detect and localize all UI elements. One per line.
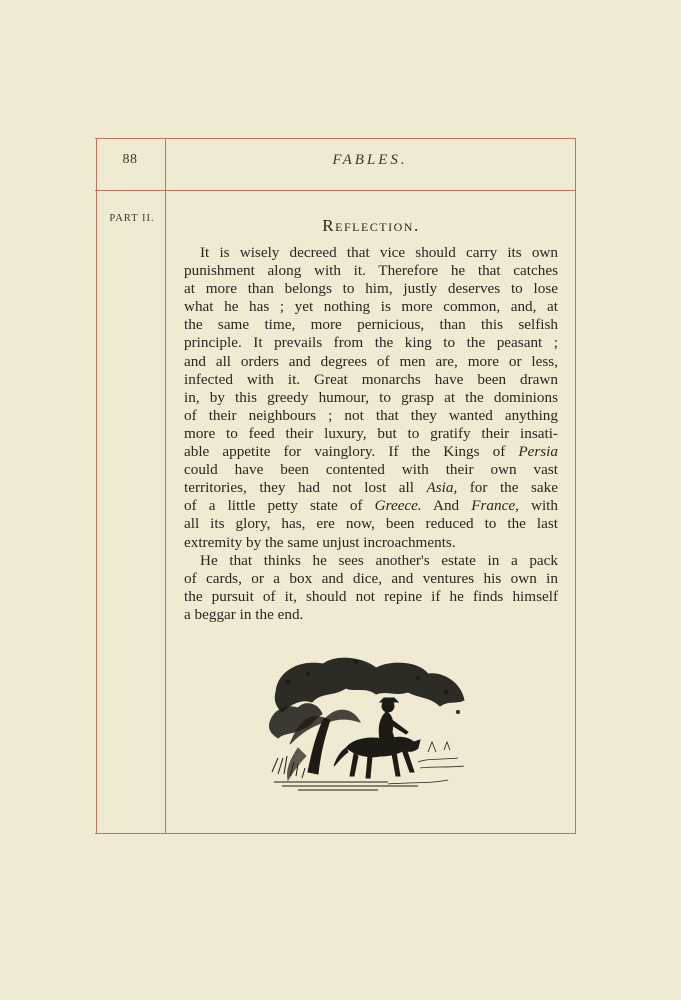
text-run: for the sake (457, 479, 558, 497)
text-run: with (518, 497, 558, 515)
frame-bottom-rule (95, 833, 575, 834)
italic-place-name: Asia, (426, 479, 458, 497)
frame-right-rule (575, 138, 576, 834)
italic-place-name: Persia (518, 443, 558, 461)
text-run: It is wisely decreed that vice should carry its own (200, 244, 558, 261)
woodcut-horseman-vignette-icon (268, 652, 468, 792)
page-number: 88 (122, 152, 138, 167)
running-title: FABLES. (332, 152, 408, 168)
text-run: He that thinks he sees another's estate in a pack (200, 552, 558, 569)
text-run: of a little petty state of (184, 497, 375, 515)
text-line (184, 606, 558, 624)
paragraph-moral (184, 552, 558, 624)
text-run: territories, they had not lost all (184, 479, 427, 497)
paragraph-reflection (184, 244, 558, 552)
text-line (184, 570, 558, 588)
text-line (184, 552, 558, 570)
text-run: infected with it. Great monarchs have been drawn (184, 370, 558, 388)
frame-top-rule (95, 138, 575, 139)
text-line (184, 515, 558, 533)
text-run: what he has ; yet nothing is more common, and, at (184, 298, 558, 316)
text-line (184, 262, 558, 280)
text-run: in, by this greedy humour, to grasp at the dominions (184, 388, 558, 406)
text-run: could have been contented with their own vast (184, 461, 558, 479)
text-run: of their neighbours ; not that they wanted anything (184, 406, 558, 424)
text-line (184, 534, 558, 552)
text-line (184, 371, 558, 389)
text-line (184, 280, 558, 298)
text-line (184, 425, 558, 443)
text-run: more to feed their luxury, but to gratify their insati- (184, 424, 558, 442)
text-line (184, 389, 558, 407)
text-run: the pursuit of it, should not repine if he finds himself (184, 588, 558, 606)
text-run: of cards, or a box and dice, and ventures his own in (184, 570, 558, 588)
text-run: a beggar in the end. (184, 606, 304, 624)
text-run: and all orders and degrees of men are, more or less, (184, 352, 558, 370)
text-line (184, 588, 558, 606)
text-run: punishment along with it. Therefore he that catches (184, 262, 558, 280)
text-line (184, 353, 558, 371)
text-line (184, 461, 558, 479)
text-run: And (421, 497, 472, 515)
text-line (184, 497, 558, 515)
italic-place-name: Greece. (374, 497, 422, 515)
text-run: principle. It prevails from the king to the peasant ; (184, 334, 558, 352)
text-line (184, 443, 558, 461)
text-run: the same time, more pernicious, than this selfish (184, 316, 558, 334)
text-line (184, 298, 558, 316)
section-heading: Reflection. (322, 216, 420, 235)
frame-left-rule (96, 138, 97, 834)
frame-margin-rule (165, 138, 166, 834)
text-line (184, 316, 558, 334)
text-run: at more than belongs to him, justly deserves to lose (184, 280, 558, 298)
part-label: PART II. (109, 213, 155, 224)
text-line (184, 479, 558, 497)
italic-place-name: France, (471, 497, 519, 515)
text-run: extremity by the same unjust incroachments. (184, 533, 456, 551)
text-line (184, 407, 558, 425)
text-run: able appetite for vainglory. If the Kings of (184, 443, 519, 461)
text-line (184, 334, 558, 352)
text-run: all its glory, has, ere now, been reduced to the last (184, 515, 558, 533)
frame-header-rule (95, 190, 575, 191)
text-line (184, 244, 558, 262)
